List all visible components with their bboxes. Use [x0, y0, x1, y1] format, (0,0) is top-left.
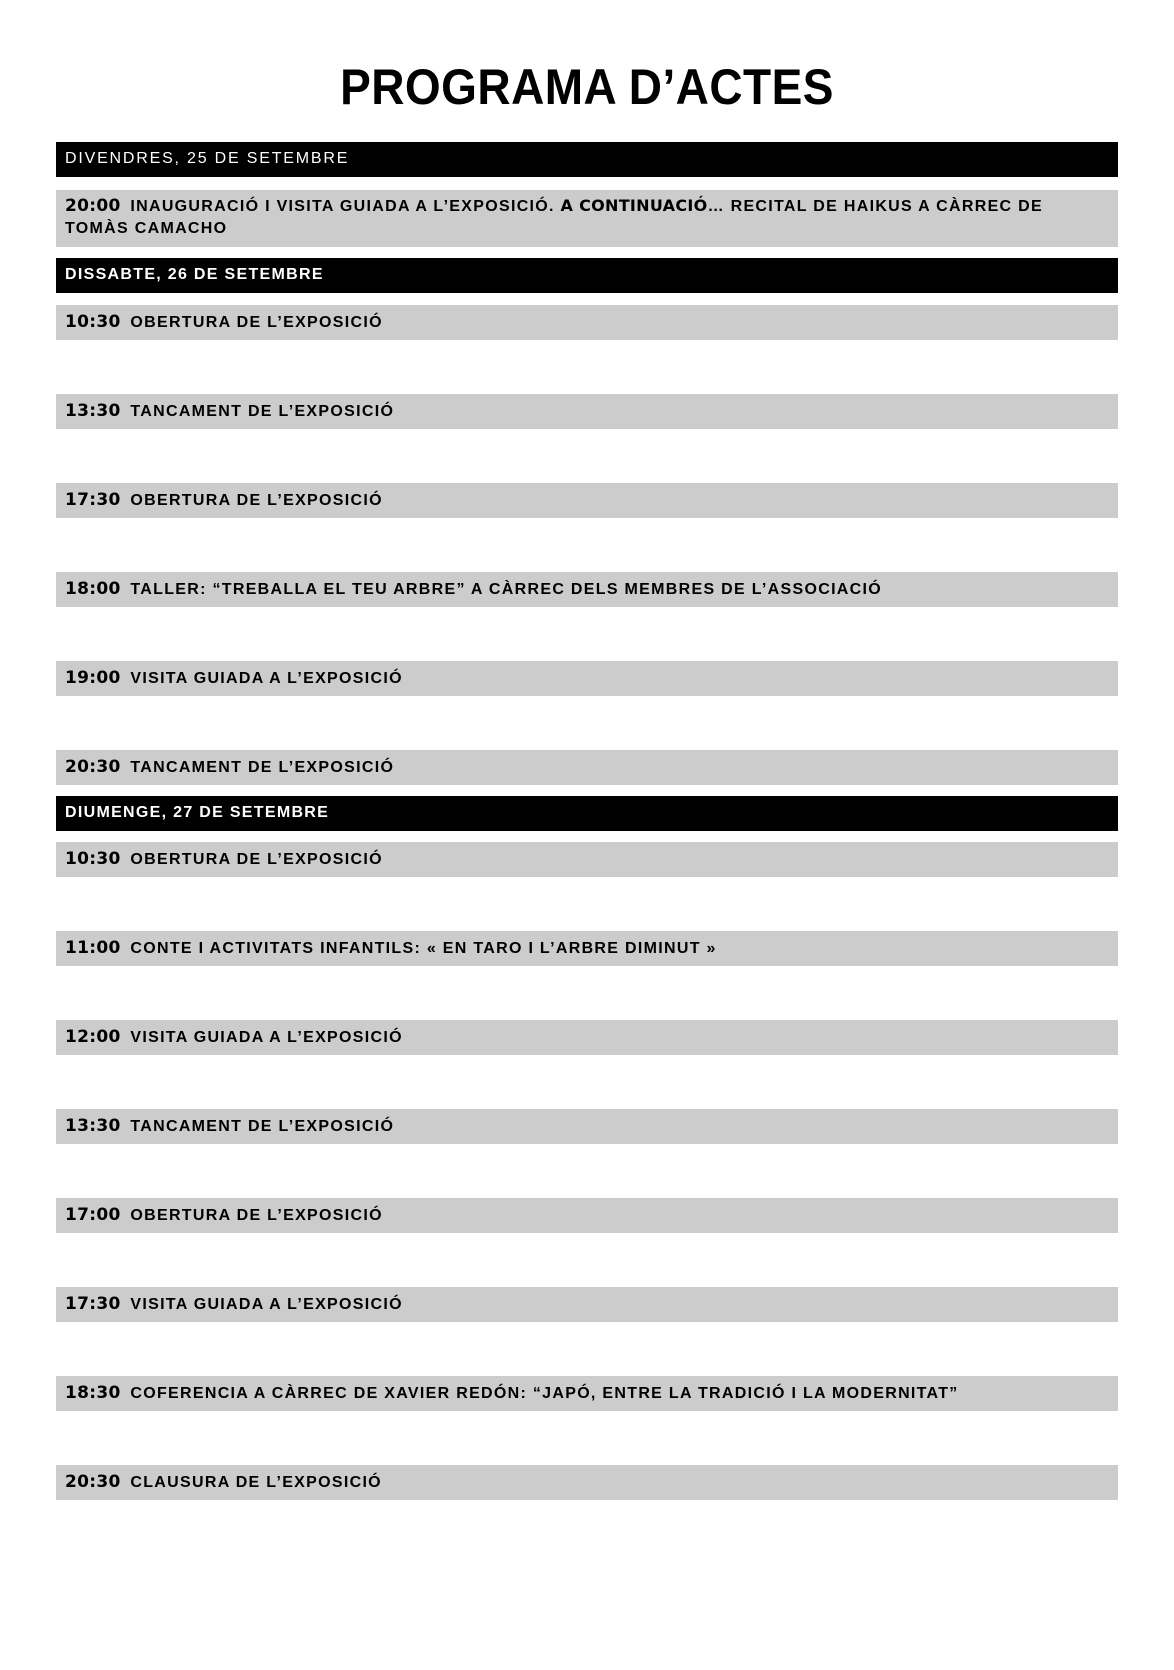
schedule-event	[56, 572, 1118, 607]
event-time: 20:30	[65, 757, 121, 777]
schedule-event	[56, 483, 1118, 518]
event-time: 20:30	[65, 1472, 121, 1492]
event-description: CONTE I ACTIVITATS INFANTILS: « EN TARO I L’ARBRE DIMINUT »	[130, 940, 717, 957]
event-time: 13:30	[65, 1116, 121, 1136]
event-description: CLAUSURA DE L’EXPOSICIÓ	[130, 1474, 382, 1491]
event-description: OBERTURA DE L’EXPOSICIÓ	[130, 492, 383, 509]
event-time: 18:30	[65, 1383, 121, 1403]
event-time: 17:30	[65, 490, 121, 510]
event-description: COFERENCIA A CÀRREC DE XAVIER REDÓN: “JAPÓ, ENTRE LA TRADICIÓ I LA MODERNITAT”	[130, 1385, 959, 1402]
schedule-event	[56, 750, 1118, 785]
schedule-event	[56, 842, 1118, 877]
event-description: VISITA GUIADA A L’EXPOSICIÓ	[130, 1029, 403, 1046]
event-time: 10:30	[65, 849, 121, 869]
day-header-saturday: DISSABTE, 26 DE SETEMBRE	[56, 258, 1118, 293]
schedule-event	[56, 1465, 1118, 1500]
day-header-friday: DIVENDRES, 25 DE SETEMBRE	[56, 142, 1118, 177]
schedule-event	[56, 661, 1118, 696]
event-time: 17:30	[65, 1294, 121, 1314]
schedule-event	[56, 1109, 1118, 1144]
event-description: TANCAMENT DE L’EXPOSICIÓ	[130, 759, 395, 776]
schedule-event	[56, 1376, 1118, 1411]
schedule-event	[56, 190, 1118, 247]
event-description: TALLER: “TREBALLA EL TEU ARBRE” A CÀRREC DELS MEMBRES DE L’ASSOCIACIÓ	[130, 581, 883, 598]
event-time: 10:30	[65, 312, 121, 332]
schedule-event	[56, 394, 1118, 429]
schedule-event	[56, 1198, 1118, 1233]
event-description: TANCAMENT DE L’EXPOSICIÓ	[130, 403, 395, 420]
event-description: OBERTURA DE L’EXPOSICIÓ	[130, 851, 383, 868]
page-title: PROGRAMA D’ACTES	[340, 59, 834, 115]
event-time: 19:00	[65, 668, 121, 688]
event-description: VISITA GUIADA A L’EXPOSICIÓ	[130, 670, 403, 687]
event-time: 17:00	[65, 1205, 121, 1225]
event-highlight: A CONTINUACIÓ	[560, 196, 708, 215]
day-header-sunday: DIUMENGE, 27 DE SETEMBRE	[56, 796, 1118, 831]
event-description: TANCAMENT DE L’EXPOSICIÓ	[130, 1118, 395, 1135]
event-description-continued: … RECITAL DE HAIKUS A CÀRREC DE TOMÀS CAMACHO	[65, 198, 1043, 237]
event-time: 13:30	[65, 401, 121, 421]
event-time: 11:00	[65, 938, 121, 958]
schedule-event	[56, 1287, 1118, 1322]
schedule-event	[56, 1020, 1118, 1055]
schedule-event	[56, 931, 1118, 966]
event-description: VISITA GUIADA A L’EXPOSICIÓ	[130, 1296, 403, 1313]
event-description: OBERTURA DE L’EXPOSICIÓ	[130, 1207, 383, 1224]
event-time: 18:00	[65, 579, 121, 599]
event-time: 12:00	[65, 1027, 121, 1047]
event-description: INAUGURACIÓ I VISITA GUIADA A L’EXPOSICIÓ.	[130, 198, 555, 215]
event-description: OBERTURA DE L’EXPOSICIÓ	[130, 314, 383, 331]
event-time: 20:00	[65, 196, 121, 216]
schedule-event	[56, 305, 1118, 340]
